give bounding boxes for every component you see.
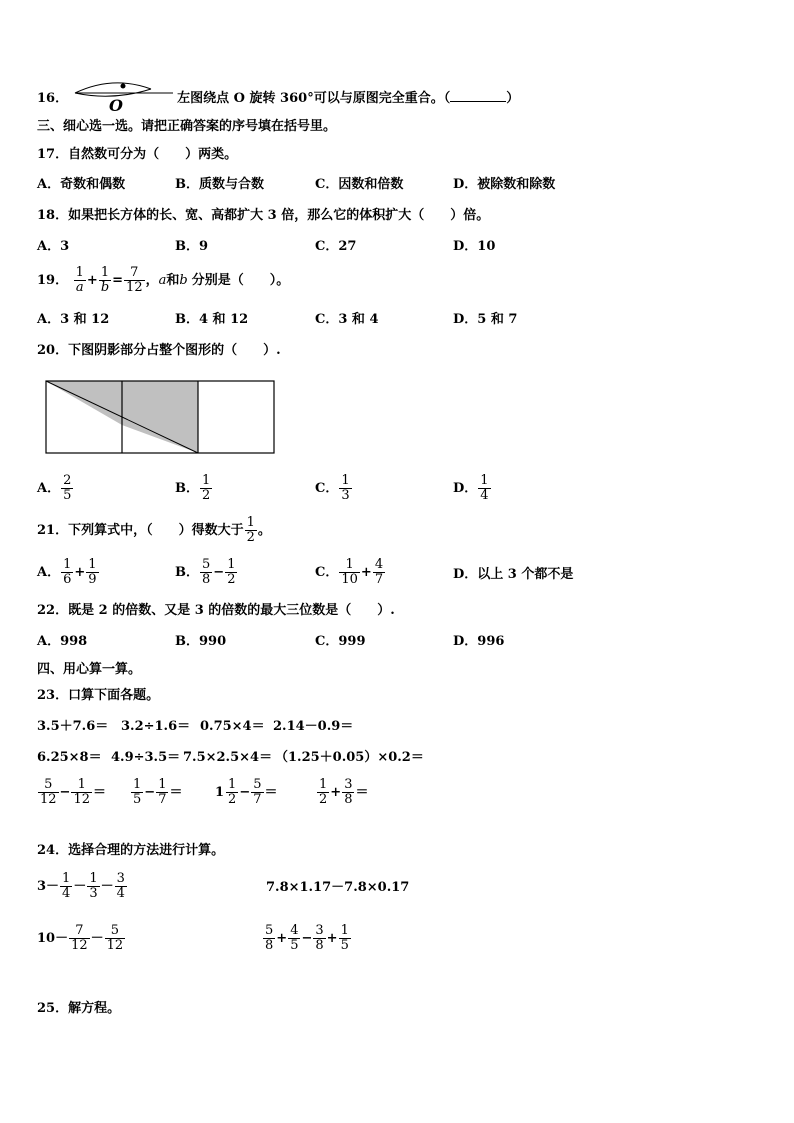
equals-sign: = [112,273,124,288]
answer-blank[interactable] [450,89,506,102]
q17-option-c[interactable]: C．因数和倍数 [315,177,404,192]
fraction-7-over-12: $\frac{7}{12}$ [126,265,143,295]
calc-item: 0.75×4＝ [200,719,265,734]
calc-item-fraction: $\frac{1}{2}$ + $\frac{3}{8}$ ＝ [319,777,369,807]
calc-item: （1.25＋0.05）×0.2＝ [275,750,424,765]
q18-option-a[interactable]: A．3 [37,239,70,254]
calc-expression-3: 10－ $\frac{7}{12}$ － $\frac{5}{12}$ [37,923,124,953]
var-b: b [179,273,188,288]
q22-option-a[interactable]: A．998 [37,634,88,649]
calc-item-mixed-fraction: 1 $\frac{1}{2}$ − $\frac{5}{7}$ ＝ [215,777,278,807]
q19-option-c[interactable]: C．3 和 4 [315,312,379,327]
calc-item: 3.5＋7.6＝ [37,719,109,734]
q21-option-d[interactable]: D．以上 3 个都不是 [453,567,574,582]
section-3-heading: 三、细心选一选。请把正确答案的序号填在括号里。 [37,119,337,134]
question-16 [37,89,520,115]
q20-option-b[interactable]: B． $\frac{1}{2}$ [175,473,211,503]
point-o-label: O [108,95,123,115]
close-paren: ） [506,91,520,106]
q22-option-b[interactable]: B．990 [175,634,227,649]
q20-option-d[interactable]: D． $\frac{1}{4}$ [453,473,489,503]
plus-sign: + [86,273,98,288]
q17-option-d[interactable]: D．被除数和除数 [453,177,556,192]
shaded-rectangle-figure [45,380,277,456]
question-20: 20．下图阴影部分占整个图形的（ ）. [37,343,281,358]
q19-option-b[interactable]: B．4 和 12 [175,312,249,327]
q21-option-c[interactable]: C． $\frac{1}{10}$ + $\frac{4}{7}$ [315,557,384,587]
calc-item-fraction: $\frac{1}{5}$ − $\frac{1}{7}$ ＝ [133,777,183,807]
q21-option-a[interactable]: A． $\frac{1}{6}$ + $\frac{1}{9}$ [37,557,97,587]
q21-option-b[interactable]: B． $\frac{5}{8}$ − $\frac{1}{2}$ [175,557,236,587]
calc-item: 7.5×2.5×4＝ [183,750,273,765]
question-25: 25．解方程。 [37,1001,121,1016]
calc-item: 6.25×8＝ [37,750,102,765]
question-18: 18．如果把长方体的长、宽、高都扩大 3 倍，那么它的体积扩大（ ）倍。 [37,208,490,223]
question-text: 左图绕点 O 旋转 360°可以与原图完全重合。（ [177,91,451,106]
section-4-heading: 四、用心算一算。 [37,662,142,677]
calc-expression-4: $\frac{5}{8}$ + $\frac{4}{5}$ − $\frac{3}{8}$ + $\frac{1}{5}$ [265,923,349,953]
fraction-1-over-b: $\frac{1}{b}$ [100,265,110,295]
calc-item: 4.9÷3.5＝ [111,750,181,765]
q18-option-c[interactable]: C．27 [315,239,357,254]
q22-option-c[interactable]: C．999 [315,634,366,649]
question-19: 19． $\frac{1}{a}$ + $\frac{1}{b}$ = $\frac{7}{12}$ ，a和b 分别是（ ）。 [37,265,290,295]
var-a: a [158,273,167,288]
q19-option-a[interactable]: A．3 和 12 [37,312,110,327]
calc-item-fraction: $\frac{5}{12}$ − $\frac{1}{12}$ ＝ [40,777,107,807]
question-17: 17．自然数可分为（ ）两类。 [37,147,238,162]
calc-expression-2: 7.8×1.17－7.8×0.17 [266,880,410,895]
calc-item: 2.14－0.9＝ [273,719,354,734]
q19-option-d[interactable]: D．5 和 7 [453,312,518,327]
question-23: 23．口算下面各题。 [37,688,160,703]
q18-option-d[interactable]: D．10 [453,239,496,254]
question-21: 21．下列算式中，（ ）得数大于 $\frac{1}{2}$ 。 [37,515,271,545]
question-24: 24．选择合理的方法进行计算。 [37,843,225,858]
calc-item: 3.2÷1.6＝ [121,719,191,734]
q17-option-a[interactable]: A．奇数和偶数 [37,177,126,192]
q18-option-b[interactable]: B．9 [175,239,209,254]
q17-option-b[interactable]: B．质数与合数 [175,177,264,192]
question-number: 19． [37,273,69,288]
fraction-1-over-a: $\frac{1}{a}$ [75,265,84,295]
question-number: 16． [37,91,69,106]
rotation-figure [73,81,173,115]
fraction-one-half: $\frac{1}{2}$ [246,515,255,545]
q20-option-a[interactable]: A． $\frac{2}{5}$ [37,473,72,503]
calc-expression-1: 3－ $\frac{1}{4}$ － $\frac{1}{3}$ － $\frac{3}{4}$ [37,871,125,901]
shaded-region-left [46,381,122,425]
q22-option-d[interactable]: D．996 [453,634,505,649]
q20-option-c[interactable]: C． $\frac{1}{3}$ [315,473,350,503]
question-22: 22．既是 2 的倍数、又是 3 的倍数的最大三位数是（ ）. [37,603,395,618]
